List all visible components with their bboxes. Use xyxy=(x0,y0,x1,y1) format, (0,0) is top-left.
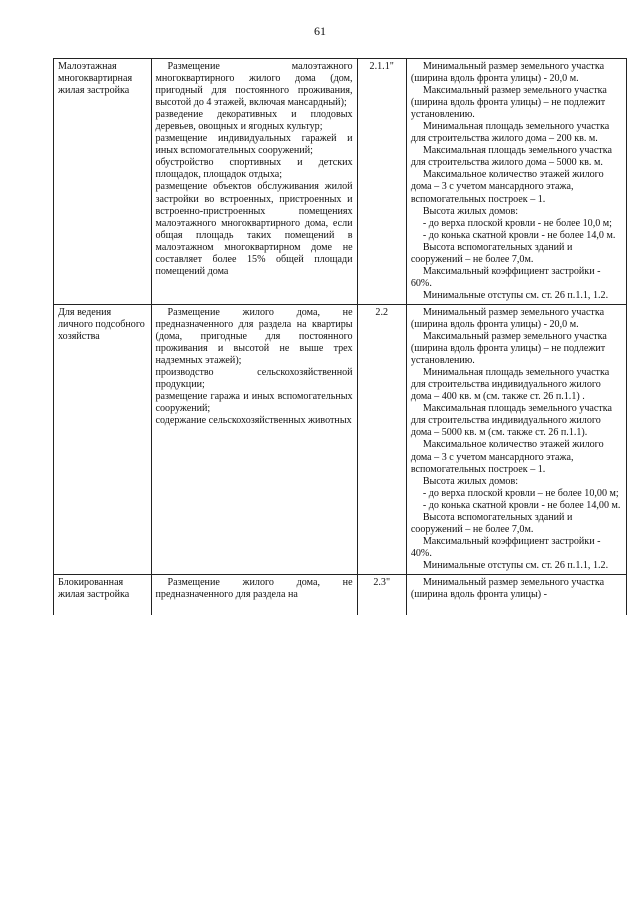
permitted-uses-cell xyxy=(151,59,357,305)
parameter-item: Максимальная площадь земельного участка для строительства индивидуального жилого дома – 5000 кв. м (см. также ст. 26 п.1.1). xyxy=(410,403,613,439)
parameter-item: Минимальная площадь земельного участка для строительства жилого дома – 200 кв. м. xyxy=(410,121,610,145)
parameters-cell xyxy=(406,574,626,615)
use-item: Размещение жилого дома, не предназначенного для раздела на квартиры (дома, пригодные для постоянного проживания и высотой не выше трех надземных этажей); xyxy=(155,306,353,367)
parameter-item: Высота вспомогательных зданий и сооружений – не более 7,0м. xyxy=(410,241,573,265)
parameters-cell xyxy=(406,304,626,574)
parameter-item: Максимальный размер земельного участка (ширина вдоль фронта улицы) – не подлежит установлению. xyxy=(410,85,607,121)
parameter-item: - до верха плоской кровли - не более 10,0 м; xyxy=(422,217,612,229)
parameter-item: - до конька скатной кровли - не более 14,00 м. xyxy=(422,499,621,511)
table-row xyxy=(54,59,627,305)
zone-name-cell: Малоэтажная многоквартирная жилая застройка xyxy=(54,59,152,305)
use-item: размещение объектов обслуживания жилой застройки во встроенных, пристроенных и встроенно-пристроенных помещениях малоэтажного многоквартирного дома, если общая площадь таких помещений в малоэтажном многоквартирном доме не составляет более 15% общей площади помещений дома xyxy=(155,181,353,277)
parameter-item: Минимальные отступы см. ст. 26 п.1.1, 1.2. xyxy=(422,559,609,571)
parameter-item: Максимальный коэффициент застройки - 60%. xyxy=(410,265,601,289)
use-item: Размещение жилого дома, не предназначенного для раздела на xyxy=(155,576,353,601)
zone-name-cell: Для ведения личного подсобного хозяйства xyxy=(54,304,152,574)
parameter-item: Минимальный размер земельного участка (ширина вдоль фронта улицы) - 20,0 м. xyxy=(410,306,605,330)
parameter-item: Максимальная площадь земельного участка для строительства жилого дома – 5000 кв. м. xyxy=(410,145,613,169)
use-item: производство сельскохозяйственной продукции; xyxy=(155,367,353,391)
parameter-item: Максимальное количество этажей жилого дома – 3 с учетом мансардного этажа, вспомогательных построек – 1. xyxy=(410,169,604,205)
parameter-item: Минимальные отступы см. ст. 26 п.1.1, 1.2. xyxy=(422,289,609,301)
parameter-item: Максимальный коэффициент застройки - 40%. xyxy=(410,535,601,559)
parameter-item: Минимальный размер земельного участка (ширина вдоль фронта улицы) - xyxy=(410,576,605,601)
parameter-item: Высота жилых домов: xyxy=(422,475,519,487)
zone-name-cell: Блокированная жилая застройка xyxy=(54,574,152,615)
use-item: размещение гаража и иных вспомогательных сооружений; xyxy=(155,391,353,415)
parameter-item: Максимальное количество этажей жилого дома – 3 с учетом мансардного этажа, вспомогательных построек – 1. xyxy=(410,439,604,475)
use-item: содержание сельскохозяйственных животных xyxy=(155,415,352,427)
land-use-table xyxy=(53,58,627,615)
parameter-item: Высота вспомогательных зданий и сооружений – не более 7,0м. xyxy=(410,511,573,535)
use-code-cell: 2.1.1" xyxy=(357,59,406,305)
use-item: размещение индивидуальных гаражей и иных вспомогательных сооружений; xyxy=(155,133,353,157)
use-item: Размещение малоэтажного многоквартирного жилого дома (дом, пригодный для постоянного проживания, высотой до 4 этажей, включая мансардный); xyxy=(155,61,353,109)
permitted-uses-cell xyxy=(151,304,357,574)
parameter-item: Максимальный размер земельного участка (ширина вдоль фронта улицы) – не подлежит установлению. xyxy=(410,331,607,367)
table-row xyxy=(54,304,627,574)
use-item: обустройство спортивных и детских площадок, площадок отдыха; xyxy=(155,157,353,181)
parameter-item: - до верха плоской кровли – не более 10,00 м; xyxy=(422,487,619,499)
permitted-uses-cell xyxy=(151,574,357,615)
use-item: разведение декоративных и плодовых деревьев, овощных и ягодных культур; xyxy=(155,109,353,133)
table-row xyxy=(54,574,627,615)
page-number: 61 xyxy=(314,24,326,38)
parameter-item: - до конька скатной кровли - не более 14,0 м. xyxy=(422,229,616,241)
parameter-item: Высота жилых домов: xyxy=(422,205,519,217)
parameters-cell xyxy=(406,59,626,305)
parameter-item: Минимальный размер земельного участка (ширина вдоль фронта улицы) - 20,0 м. xyxy=(410,61,605,85)
use-code-cell: 2.2 xyxy=(357,304,406,574)
parameter-item: Минимальная площадь земельного участка для строительства индивидуального жилого дома – 400 кв. м (см. также ст. 26 п.1.1) . xyxy=(410,367,610,403)
use-code-cell: 2.3" xyxy=(357,574,406,615)
